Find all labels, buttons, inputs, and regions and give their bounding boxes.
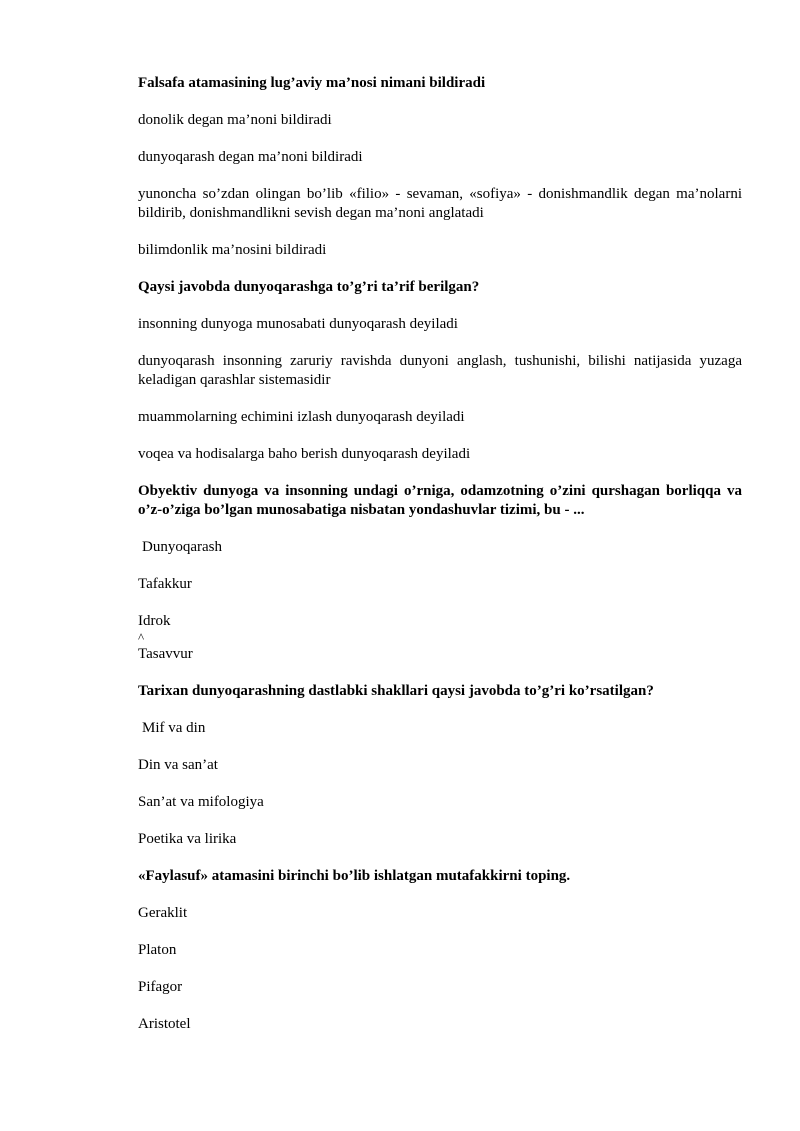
answer-option: Geraklit	[138, 905, 188, 921]
question-text: Falsafa atamasining lug’aviy ma’nosi nimani bildiradi	[138, 75, 486, 91]
answer-option: Poetika va lirika	[138, 831, 237, 847]
answer-option: dunyoqarash degan ma’noni bildiradi	[138, 149, 363, 165]
question-block-5	[138, 867, 742, 1034]
document-page	[138, 74, 742, 1052]
answer-option: Tafakkur	[138, 576, 192, 592]
question-block-1	[138, 74, 742, 260]
answer-option: muammolarning echimini izlash dunyoqarash deyiladi	[138, 409, 465, 425]
answer-option: Tasavvur	[138, 646, 193, 662]
answer-option: Pifagor	[138, 979, 183, 995]
question-block-4	[138, 682, 742, 849]
question-block-2	[138, 278, 742, 464]
answer-option: Idrok	[138, 613, 171, 629]
answer-option: yunoncha so’zdan olingan bo’lib «filio» - sevaman, «sofiya» - donishmandlik degan ma’nolarni bildirib, donishmandlikni sevish degan ma’noni anglatadi	[138, 186, 742, 221]
answer-option: San’at va mifologiya	[138, 794, 264, 810]
question-block-3	[138, 482, 742, 664]
answer-option: Dunyoqarash	[142, 539, 222, 555]
answer-option: bilimdonlik ma’nosini bildiradi	[138, 242, 327, 258]
answer-option: donolik degan ma’noni bildiradi	[138, 112, 332, 128]
answer-option: Aristotel	[138, 1016, 191, 1032]
question-text: «Faylasuf» atamasini birinchi bo’lib ishlatgan mutafakkirni toping.	[138, 868, 571, 884]
answer-option: insonning dunyoga munosabati dunyoqarash deyiladi	[138, 316, 458, 332]
question-text: Qaysi javobda dunyoqarashga to’g’ri ta’rif berilgan?	[138, 279, 480, 295]
answer-option: Mif va din	[142, 720, 206, 736]
answer-option: Platon	[138, 942, 177, 958]
caret-mark: ^	[138, 630, 145, 645]
answer-option: voqea va hodisalarga baho berish dunyoqarash deyiladi	[138, 446, 471, 462]
answer-option: dunyoqarash insonning zaruriy ravishda dunyoni anglash, tushunishi, bilishi natijasida yuzaga keladigan qarashlar sistemasidir	[138, 353, 742, 388]
question-text: Obyektiv dunyoga va insonning undagi o’rniga, odamzotning o’zini qurshagan borliqqa va o’z-o’ziga bo’lgan munosabatiga nisbatan yondashuvlar tizimi, bu - ...	[138, 483, 742, 518]
question-text: Tarixan dunyoqarashning dastlabki shakllari qaysi javobda to’g’ri ko’rsatilgan?	[138, 683, 654, 699]
answer-option: Din va san’at	[138, 757, 218, 773]
